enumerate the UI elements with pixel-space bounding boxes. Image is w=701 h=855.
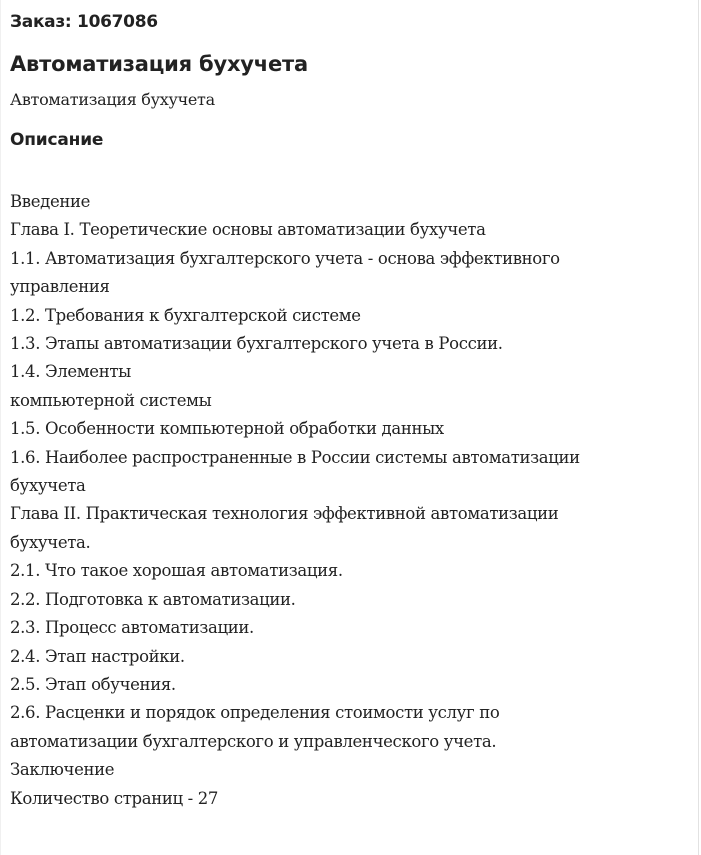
description-line: Глава II. Практическая технология эффективной автоматизации [10,504,559,524]
description-line: 2.6. Расценки и порядок определения стоимости услуг по [10,703,500,723]
description-line: Введение [10,192,91,211]
page-count: Количество страниц - 27 [10,788,219,808]
description-line: 1.2. Требования к бухгалтерской системе [10,305,361,325]
description-line: 2.5. Этап обучения. [10,674,176,694]
description-line: 1.1. Автоматизация бухгалтерского учета - основа эффективного [10,248,560,268]
description-line: 2.2. Подготовка к автоматизации. [10,589,296,609]
description-line: компьютерной системы [10,390,212,410]
description-line: 2.4. Этап настройки. [10,646,185,666]
order-card [10,10,690,813]
description-body [10,188,690,813]
description-line: 2.3. Процесс автоматизации. [10,618,254,638]
page-subtitle: Автоматизация бухучета [10,90,215,109]
description-line: 1.4. Элементы [10,362,131,382]
description-line: Глава I. Теоретические основы автоматизации бухучета [10,220,486,240]
order-number: Заказ: 1067086 [10,12,158,32]
description-line: Заключение [10,760,115,780]
description-line: 1.3. Этапы автоматизации бухгалтерского учета в России. [10,334,503,354]
description-heading: Описание [10,130,104,150]
description-line: бухучета [10,476,86,496]
description-line: управления [10,277,110,297]
description-line: 1.6. Наиболее распространенные в России системы автоматизации [10,447,580,467]
page-title: Автоматизация бухучета [10,52,308,76]
description-line: 1.5. Особенности компьютерной обработки данных [10,419,444,439]
description-line: бухучета. [10,532,91,552]
description-line: автоматизации бухгалтерского и управленческого учета. [10,731,497,751]
description-line: 2.1. Что такое хорошая автоматизация. [10,561,343,581]
